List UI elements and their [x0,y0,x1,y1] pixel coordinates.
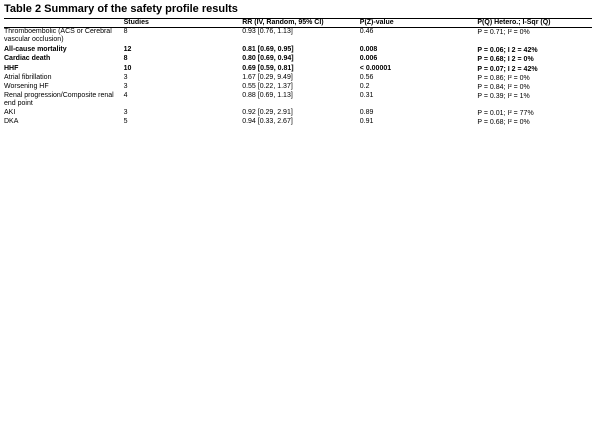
cell-outcome: DKA [4,118,19,125]
header-pz: P(Z)-value [359,19,394,26]
cell-rr: 0.81 [0.69, 0.95] [242,46,294,53]
header-studies: Studies [123,19,149,26]
cell-rr: 0.88 [0.69, 1.13] [242,92,293,99]
cell-heterogeneity: P = 0.06; I 2 = 42% [477,47,538,54]
table-row [4,28,592,46]
cell-pz: 0.46 [359,28,374,35]
table-row [4,118,592,127]
cell-studies: 12 [123,46,132,53]
table-row [4,64,592,74]
cell-heterogeneity: P = 0.68; I 2 = 0% [477,56,534,63]
cell-heterogeneity: P = 0.07; I 2 = 42% [477,66,538,73]
safety-table [4,18,592,127]
cell-rr: 1.67 [0.29, 9.49] [242,74,293,81]
cell-pz: 0.89 [359,109,374,116]
cell-studies: 10 [123,65,132,72]
cell-outcome: AKI [4,109,16,116]
table-row [4,83,592,92]
cell-outcome: All-cause mortality [4,46,67,53]
cell-rr: 0.80 [0.69, 0.94] [242,55,294,62]
cell-outcome: Atrial fibrillation [4,74,52,81]
header-heterogeneity: P(Q) Hetero.; I-Sqr (Q) [477,19,551,26]
cell-rr: 0.55 [0.22, 1.37] [242,83,293,90]
cell-heterogeneity: P = 0.39; I² = 1% [477,93,530,100]
table-row [4,109,592,118]
cell-heterogeneity: P = 0.84; I² = 0% [477,84,530,91]
cell-rr: 0.92 [0.29, 2.91] [242,109,293,116]
cell-studies: 3 [123,109,128,116]
cell-studies: 8 [123,55,128,62]
cell-heterogeneity: P = 0.86; I² = 0% [477,75,530,82]
cell-pz: < 0.00001 [359,65,392,72]
cell-heterogeneity: P = 0.68; I² = 0% [477,119,530,126]
cell-outcome: Cardiac death [4,55,51,62]
cell-pz: 0.008 [359,46,378,53]
cell-pz: 0.91 [359,118,374,125]
cell-outcome: Renal progression/Composite renal end point [4,92,114,107]
table-row [4,74,592,83]
cell-heterogeneity: P = 0.71; I² = 0% [477,29,530,36]
cell-studies: 3 [123,74,128,81]
cell-outcome: Worsening HF [4,83,49,90]
cell-pz: 0.31 [359,92,374,99]
cell-pz: 0.006 [359,55,378,62]
cell-studies: 3 [123,83,128,90]
table-header [4,18,592,28]
cell-outcome: HHF [4,65,19,72]
table-row [4,55,592,64]
table-title: Table 2 Summary of the safety profile results [4,3,238,15]
cell-outcome: Thromboembolic (ACS or Cerebral vascular occlusion) [4,28,112,43]
cell-studies: 5 [123,118,128,125]
header-rr: RR (IV, Random, 95% CI) [242,19,324,26]
cell-rr: 0.69 [0.59, 0.81] [242,65,294,72]
table-row [4,46,592,55]
cell-heterogeneity: P = 0.01; I² = 77% [477,110,534,117]
cell-pz: 0.56 [359,74,374,81]
table-row [4,92,592,109]
cell-pz: 0.2 [359,83,370,90]
cell-rr: 0.93 [0.76, 1.13] [242,28,293,35]
cell-studies: 8 [123,28,128,35]
cell-rr: 0.94 [0.33, 2.67] [242,118,293,125]
cell-studies: 4 [123,92,128,99]
